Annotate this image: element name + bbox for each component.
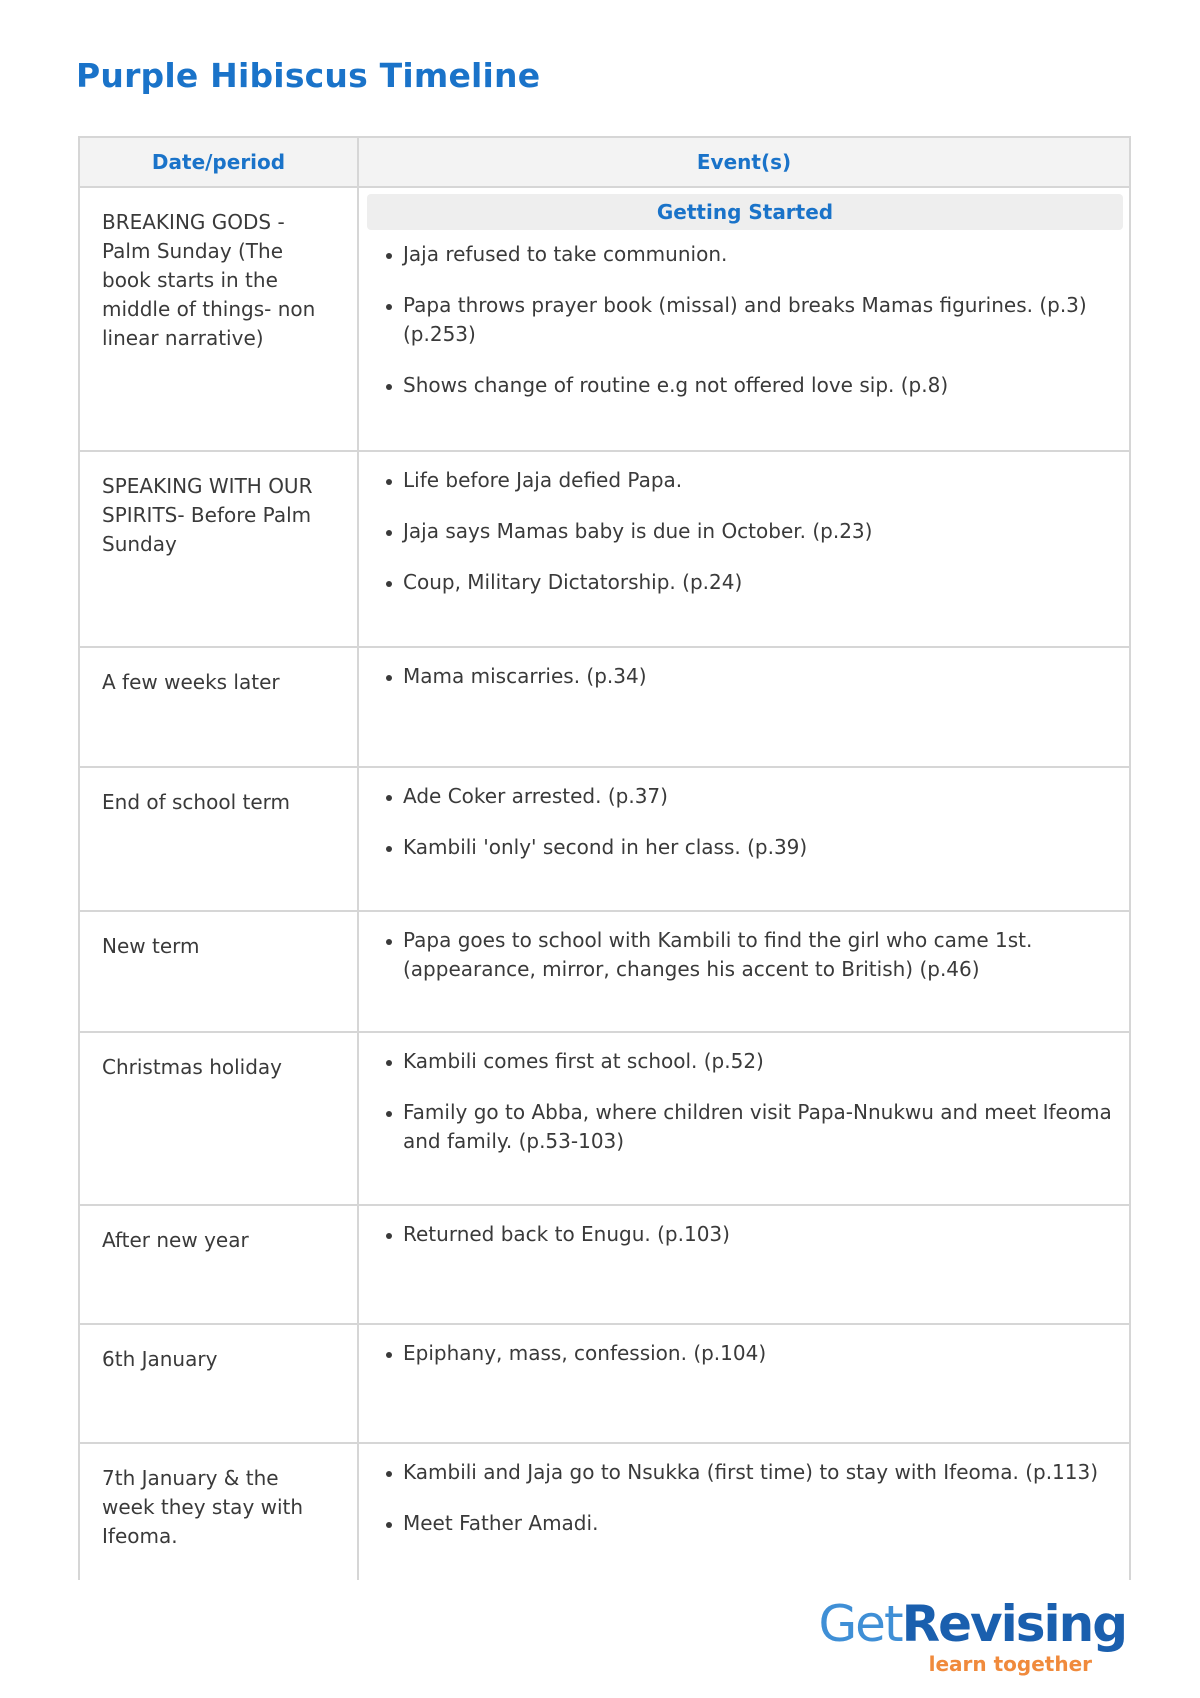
events-cell [358,187,1129,451]
event-list [367,466,1123,597]
period-cell: After new year [80,1205,358,1324]
event-item: Life before Jaja defied Papa. [403,466,1123,495]
table-row [80,1205,1129,1324]
event-item: Epiphany, mass, confession. (p.104) [403,1339,1123,1368]
event-list [367,240,1123,400]
period-cell: BREAKING GODS - Palm Sunday (The book starts in the middle of things- non linear narrative) [80,187,358,451]
period-cell: 7th January & the week they stay with Ifeoma. [80,1443,358,1580]
event-item: Mama miscarries. (p.34) [403,662,1123,691]
period-cell: SPEAKING WITH OUR SPIRITS- Before Palm Sunday [80,451,358,647]
period-cell: End of school term [80,767,358,911]
table-row [80,647,1129,767]
table-row [80,911,1129,1032]
event-list [367,1047,1123,1156]
table-row [80,1324,1129,1443]
table-row [80,1032,1129,1205]
table-row [80,1443,1129,1580]
table-row [80,187,1129,451]
header-events: Event(s) [358,138,1129,187]
period-cell: New term [80,911,358,1032]
events-cell [358,1032,1129,1205]
event-item: Coup, Military Dictatorship. (p.24) [403,568,1123,597]
page-title: Purple Hibiscus Timeline [76,56,541,95]
logo-get: Get [818,1595,902,1653]
events-cell [358,451,1129,647]
events-cell [358,767,1129,911]
event-list [367,782,1123,862]
table-row [80,767,1129,911]
events-cell [358,1205,1129,1324]
table-row [80,451,1129,647]
event-item: Papa throws prayer book (missal) and breaks Mamas figurines. (p.3) (p.253) [403,291,1123,349]
getrevising-logo [818,1595,1126,1676]
event-list [367,1220,1123,1249]
timeline-table [78,136,1131,1580]
period-cell: Christmas holiday [80,1032,358,1205]
logo-revising: Revising [901,1595,1126,1653]
period-cell: A few weeks later [80,647,358,767]
period-cell: 6th January [80,1324,358,1443]
event-item: Ade Coker arrested. (p.37) [403,782,1123,811]
events-cell [358,1324,1129,1443]
events-cell [358,647,1129,767]
event-list [367,662,1123,691]
logo-tagline: learn together [928,1652,1092,1676]
event-item: Jaja says Mamas baby is due in October. (p.23) [403,517,1123,546]
logo-wordmark [818,1596,1126,1652]
event-list [367,926,1123,984]
event-item: Meet Father Amadi. [403,1509,1123,1538]
events-cell [358,1443,1129,1580]
event-item: Kambili and Jaja go to Nsukka (first time) to stay with Ifeoma. (p.113) [403,1458,1123,1487]
event-list [367,1458,1123,1538]
event-item: Shows change of routine e.g not offered love sip. (p.8) [403,371,1123,400]
event-item: Returned back to Enugu. (p.103) [403,1220,1123,1249]
header-date-period: Date/period [80,138,358,187]
events-cell [358,911,1129,1032]
section-heading: Getting Started [367,194,1123,230]
table-header-row [80,138,1129,187]
event-item: Jaja refused to take communion. [403,240,1123,269]
event-item: Family go to Abba, where children visit Papa-Nnukwu and meet Ifeoma and family. (p.53-103) [403,1098,1123,1156]
event-item: Kambili 'only' second in her class. (p.39) [403,833,1123,862]
event-item: Papa goes to school with Kambili to find the girl who came 1st. (appearance, mirror, changes his accent to British) (p.46) [403,926,1123,984]
event-list [367,1339,1123,1368]
event-item: Kambili comes first at school. (p.52) [403,1047,1123,1076]
